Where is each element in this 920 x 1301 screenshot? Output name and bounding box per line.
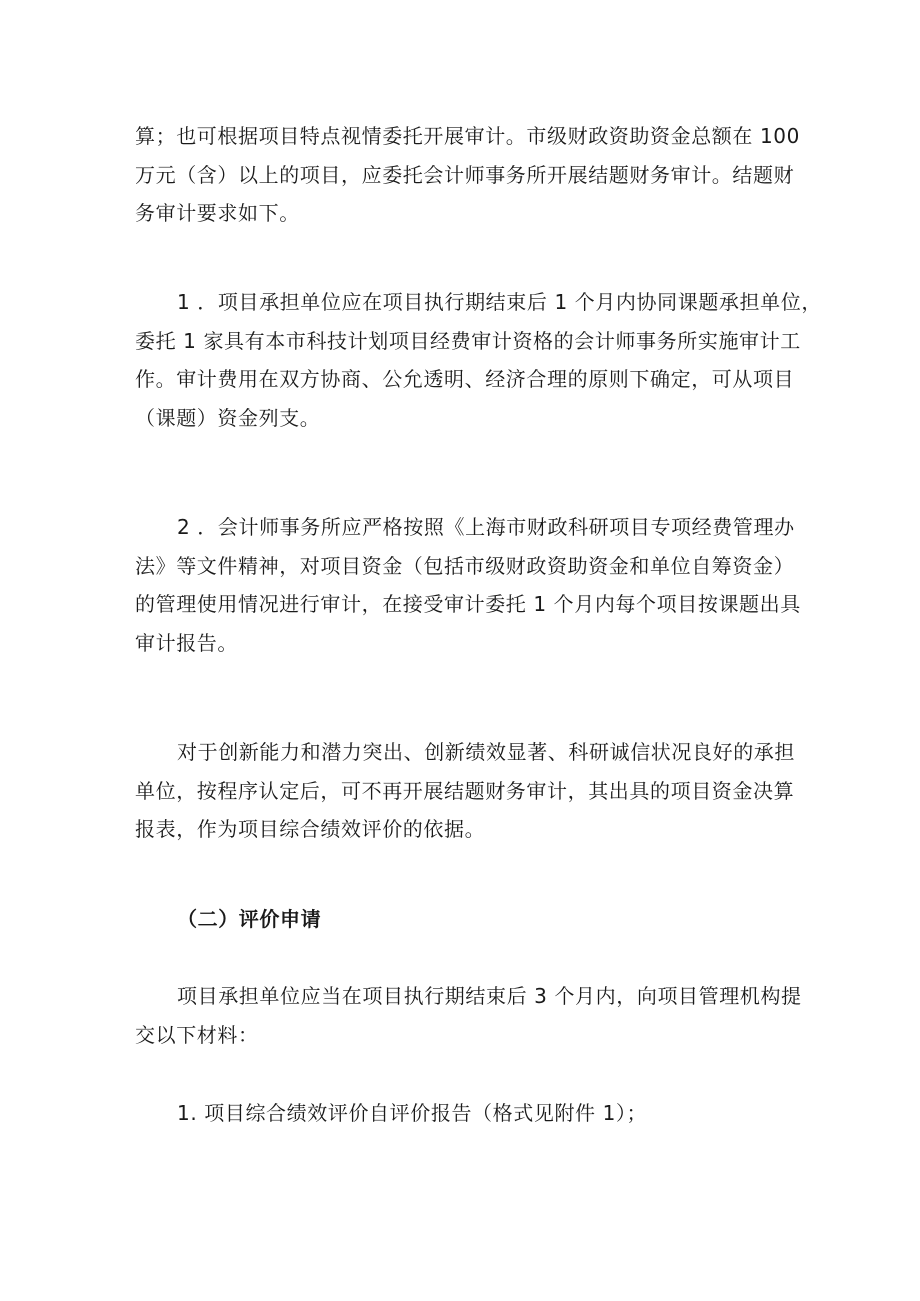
text-line: 作。审计费用在双方协商、公允透明、经济合理的原则下确定，可从项目 xyxy=(135,367,795,391)
text-line: 算；也可根据项目特点视情委托开展审计。市级财政资助资金总额在 100 xyxy=(135,124,800,148)
text-line: 2 ．会计师事务所应严格按照《上海市财政科研项目专项经费管理办 xyxy=(177,515,795,539)
paragraph-audit-intro xyxy=(135,117,800,233)
paragraph-exemption xyxy=(135,733,795,849)
text-line: 万元（含）以上的项目，应委托会计师事务所开展结题财务审计。结题财 xyxy=(135,162,795,187)
paragraph-item-1 xyxy=(135,283,822,437)
text-line: 审计报告。 xyxy=(135,630,238,655)
text-line: 1. 项目综合绩效评价自评价报告（格式见附件 1）； xyxy=(177,1101,648,1125)
text-line: 交以下材料： xyxy=(135,1022,259,1047)
section-heading: （二）评价申请 xyxy=(177,907,322,931)
text-line: 法》等文件精神，对项目资金（包括市级财政资助资金和单位自筹资金） xyxy=(135,553,795,578)
text-line: （课题）资金列支。 xyxy=(135,405,321,430)
text-line: 委托 1 家具有本市科技计划项目经费审计资格的会计师事务所实施审计工 xyxy=(135,328,801,353)
text-line: 报表，作为项目综合绩效评价的依据。 xyxy=(135,817,486,841)
text-line: 对于创新能力和潜力突出、创新绩效显著、科研诚信状况良好的承担 xyxy=(177,740,795,764)
text-line: 单位，按程序认定后，可不再开展结题财务审计，其出具的项目资金决算 xyxy=(135,778,795,803)
text-line: 1 ．项目承担单位应在项目执行期结束后 1 个月内协同课题承担单位， xyxy=(177,290,822,314)
paragraph-item-2 xyxy=(135,508,801,662)
list-item-1 xyxy=(135,1094,785,1133)
text-line: 务审计要求如下。 xyxy=(135,201,300,225)
text-line: 的管理使用情况进行审计，在接受审计委托 1 个月内每个项目按课题出具 xyxy=(135,592,801,616)
paragraph-evaluation-application xyxy=(135,977,802,1054)
text-line: 项目承担单位应当在项目执行期结束后 3 个月内，向项目管理机构提 xyxy=(177,984,802,1008)
